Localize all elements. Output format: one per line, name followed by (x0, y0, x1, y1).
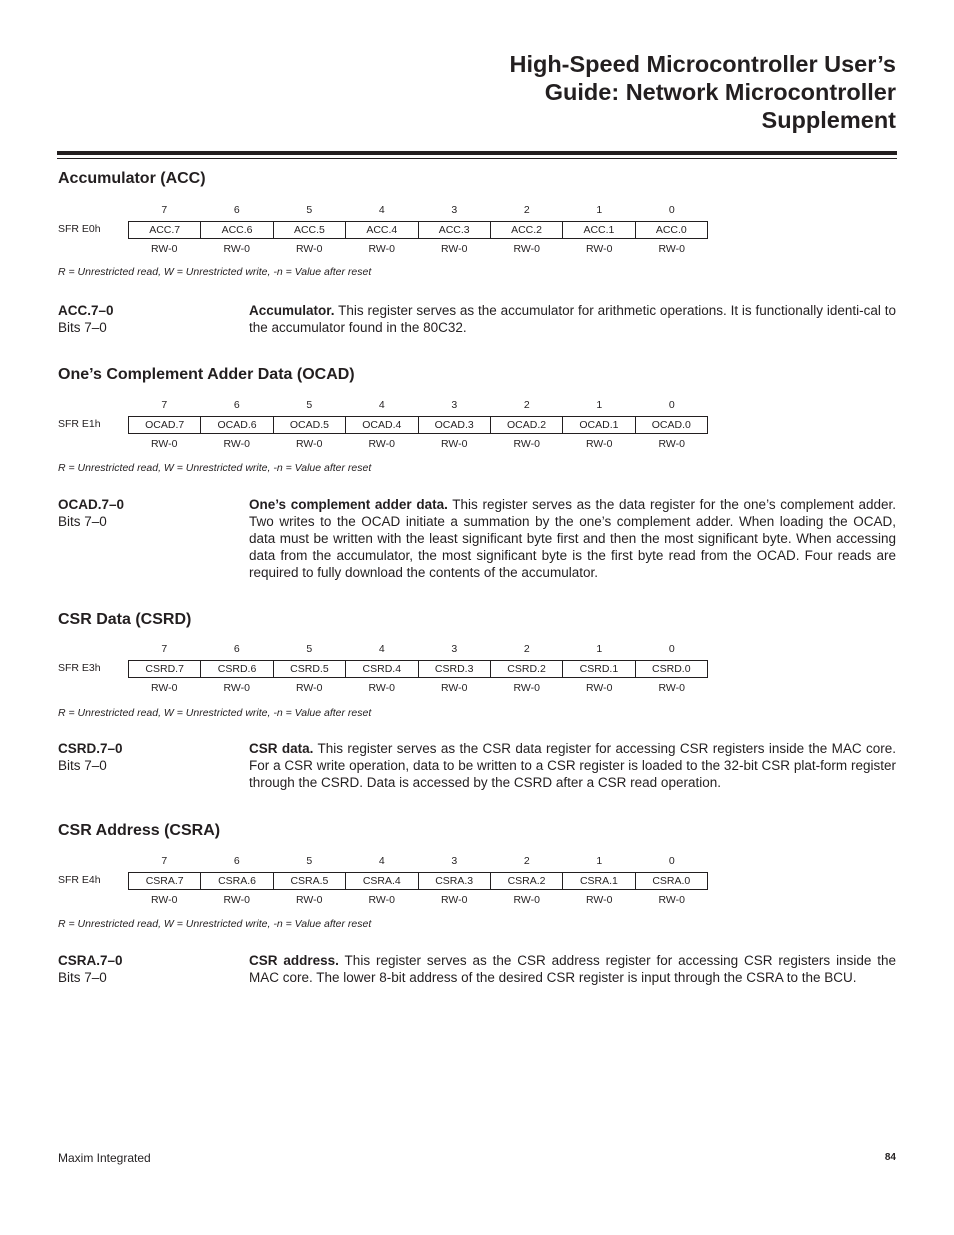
register-diagram-ocad (58, 398, 708, 458)
reset-value-row (128, 437, 708, 451)
bit-cell: OCAD.5 (273, 417, 345, 433)
field-text (249, 496, 896, 581)
bit-cell: CSRD.3 (418, 661, 490, 677)
field-bits: Bits 7–0 (58, 970, 107, 985)
access-legend: R = Unrestricted read, W = Unrestricted write, -n = Value after reset (58, 266, 372, 278)
reset-value: RW-0 (586, 243, 613, 255)
bit-number: 2 (523, 204, 530, 216)
bit-cell: CSRD.7 (145, 663, 184, 675)
register-diagram-csrd (58, 642, 708, 702)
reset-value: RW-0 (296, 894, 323, 906)
title-line: Supplement (761, 107, 896, 133)
bit-number: 1 (596, 204, 603, 216)
bit-cell: CSRA.6 (200, 873, 272, 889)
bit-number: 3 (451, 855, 458, 867)
bit-number: 7 (161, 204, 168, 216)
reset-value: RW-0 (441, 682, 468, 694)
bit-cell: ACC.7 (149, 224, 181, 236)
bit-number-row (128, 854, 708, 868)
field-text (249, 302, 896, 336)
bit-number-row (128, 203, 708, 217)
bit-cell: CSRD.4 (345, 661, 417, 677)
field-text-title: One’s complement adder data. (249, 497, 448, 512)
reset-value: RW-0 (368, 682, 395, 694)
bit-cell: CSRA.5 (273, 873, 345, 889)
reset-value: RW-0 (441, 894, 468, 906)
sfr-address: SFR E4h (58, 874, 101, 886)
reset-value: RW-0 (586, 682, 613, 694)
reset-value: RW-0 (368, 438, 395, 450)
reset-value: RW-0 (151, 894, 178, 906)
bit-number: 2 (523, 399, 530, 411)
bit-number: 4 (378, 204, 385, 216)
bit-number: 3 (451, 204, 458, 216)
bit-cell: CSRD.1 (562, 661, 634, 677)
bit-cell: OCAD.1 (562, 417, 634, 433)
bit-number: 5 (306, 643, 313, 655)
bit-cell-row (128, 660, 708, 678)
access-legend: R = Unrestricted read, W = Unrestricted write, -n = Value after reset (58, 707, 372, 719)
bit-cell: CSRA.2 (490, 873, 562, 889)
title-line: Guide: Network Microcontroller (544, 79, 896, 105)
field-bits: Bits 7–0 (58, 758, 107, 773)
access-legend: R = Unrestricted read, W = Unrestricted write, -n = Value after reset (58, 918, 372, 930)
reset-value-row (128, 893, 708, 907)
bit-cell: OCAD.3 (418, 417, 490, 433)
bit-number: 7 (161, 643, 168, 655)
bit-number: 2 (523, 643, 530, 655)
reset-value: RW-0 (586, 438, 613, 450)
bit-cell-row (128, 221, 708, 239)
reset-value: RW-0 (441, 438, 468, 450)
bit-number: 3 (451, 643, 458, 655)
reset-value: RW-0 (658, 894, 685, 906)
bit-cell: ACC.3 (418, 222, 490, 238)
bit-number: 5 (306, 204, 313, 216)
section-csrd (58, 610, 898, 790)
bit-cell: CSRD.2 (490, 661, 562, 677)
sfr-address: SFR E1h (58, 418, 101, 430)
bit-cell: OCAD.0 (635, 417, 707, 433)
field-text-title: Accumulator. (249, 303, 335, 318)
bit-cell: ACC.4 (345, 222, 417, 238)
reset-value: RW-0 (513, 438, 540, 450)
sfr-address: SFR E3h (58, 662, 101, 674)
bit-cell: OCAD.4 (345, 417, 417, 433)
reset-value: RW-0 (223, 243, 250, 255)
section-csra (58, 821, 898, 985)
reset-value: RW-0 (658, 438, 685, 450)
bit-number: 6 (233, 204, 240, 216)
access-legend: R = Unrestricted read, W = Unrestricted write, -n = Value after reset (58, 462, 372, 474)
reset-value: RW-0 (296, 682, 323, 694)
section-ocad (58, 365, 898, 580)
register-diagram-csra (58, 854, 708, 914)
field-name: OCAD.7–0 (58, 497, 125, 512)
bit-number: 7 (161, 855, 168, 867)
bit-cell: ACC.2 (490, 222, 562, 238)
bit-number: 6 (233, 399, 240, 411)
bit-number: 1 (596, 399, 603, 411)
title-line: High-Speed Microcontroller User’s (509, 51, 896, 77)
bit-cell: CSRD.0 (635, 661, 707, 677)
field-text (249, 740, 896, 791)
field-bits: Bits 7–0 (58, 320, 107, 335)
field-name: CSRD.7–0 (58, 741, 123, 756)
bit-cell: CSRA.4 (345, 873, 417, 889)
field-text-body: This register serves as the CSR data register for accessing CSR registers inside the MAC core. For a CSR write operation, data to be written to a CSR register is loaded to the 32-bit CSR plat-form register through the CSRD. Data is accessed by the CSRD after a CSR read operation. (249, 741, 896, 790)
reset-value: RW-0 (151, 243, 178, 255)
reset-value: RW-0 (658, 682, 685, 694)
sfr-address: SFR E0h (58, 223, 101, 235)
bit-number: 5 (306, 855, 313, 867)
reset-value: RW-0 (223, 438, 250, 450)
register-diagram-acc (58, 203, 708, 263)
reset-value: RW-0 (223, 894, 250, 906)
bit-number: 6 (233, 855, 240, 867)
field-name: ACC.7–0 (58, 303, 114, 318)
field-text-body: This register serves as the accumulator for arithmetic operations. It is functionally identi-cal to the accumulator found in the 80C32. (249, 303, 896, 335)
bit-cell: CSRA.1 (562, 873, 634, 889)
bit-cell-row (128, 416, 708, 434)
bit-cell: OCAD.7 (145, 419, 185, 431)
bit-cell: ACC.0 (635, 222, 707, 238)
field-text (249, 952, 896, 986)
bit-cell: CSRA.3 (418, 873, 490, 889)
bit-number: 4 (378, 399, 385, 411)
bit-number-row (128, 398, 708, 412)
bit-cell: ACC.5 (273, 222, 345, 238)
field-text-body: This register serves as the data register for the one’s complement adder. Two writes to the OCAD initiate a summation by the one’s complement adder. When loading the OCAD, data must be written with the least significant byte first and then the most significant byte. When accessing data from the accumulator, the most significant byte is the first byte read from the OCAD. Four reads are required to fully download the contents of the accumulator. (249, 497, 896, 580)
header-rule-thick (57, 151, 897, 155)
page-title (196, 50, 896, 134)
bit-cell-row (128, 872, 708, 890)
page-number: 84 (884, 1152, 896, 1163)
reset-value: RW-0 (368, 894, 395, 906)
bit-number: 0 (668, 204, 675, 216)
reset-value: RW-0 (368, 243, 395, 255)
bit-number-row (128, 642, 708, 656)
reset-value: RW-0 (296, 243, 323, 255)
reset-value: RW-0 (513, 894, 540, 906)
section-heading: CSR Address (CSRA) (58, 822, 221, 839)
bit-cell: OCAD.6 (200, 417, 272, 433)
bit-number: 6 (233, 643, 240, 655)
bit-cell: ACC.6 (200, 222, 272, 238)
reset-value-row (128, 681, 708, 695)
reset-value: RW-0 (658, 243, 685, 255)
bit-cell: CSRD.6 (200, 661, 272, 677)
bit-number: 0 (668, 399, 675, 411)
bit-cell: CSRA.7 (145, 875, 184, 887)
reset-value: RW-0 (513, 243, 540, 255)
footer-company: Maxim Integrated (58, 1151, 151, 1165)
field-bits: Bits 7–0 (58, 514, 107, 529)
field-text-title: CSR data. (249, 741, 314, 756)
reset-value: RW-0 (586, 894, 613, 906)
section-heading: One’s Complement Adder Data (OCAD) (58, 366, 355, 383)
bit-cell: CSRD.5 (273, 661, 345, 677)
field-text-body: This register serves as the CSR address register for accessing CSR registers inside the MAC core. The lower 8-bit address of the desired CSR register is input through the CSRA to the BCU. (249, 953, 896, 985)
bit-cell: OCAD.2 (490, 417, 562, 433)
bit-number: 7 (161, 399, 168, 411)
bit-number: 2 (523, 855, 530, 867)
bit-number: 1 (596, 855, 603, 867)
bit-number: 0 (668, 855, 675, 867)
reset-value: RW-0 (151, 682, 178, 694)
reset-value: RW-0 (513, 682, 540, 694)
bit-number: 3 (451, 399, 458, 411)
field-text-title: CSR address. (249, 953, 339, 968)
section-acc (58, 169, 898, 335)
reset-value: RW-0 (441, 243, 468, 255)
bit-number: 1 (596, 643, 603, 655)
section-heading: CSR Data (CSRD) (58, 611, 192, 628)
field-name: CSRA.7–0 (58, 953, 123, 968)
reset-value: RW-0 (296, 438, 323, 450)
reset-value: RW-0 (223, 682, 250, 694)
reset-value-row (128, 242, 708, 256)
bit-number: 4 (378, 643, 385, 655)
section-heading: Accumulator (ACC) (58, 170, 206, 187)
reset-value: RW-0 (151, 438, 178, 450)
bit-number: 5 (306, 399, 313, 411)
bit-cell: CSRA.0 (635, 873, 707, 889)
header-rule-thin (57, 158, 897, 159)
bit-number: 4 (378, 855, 385, 867)
bit-number: 0 (668, 643, 675, 655)
bit-cell: ACC.1 (562, 222, 634, 238)
